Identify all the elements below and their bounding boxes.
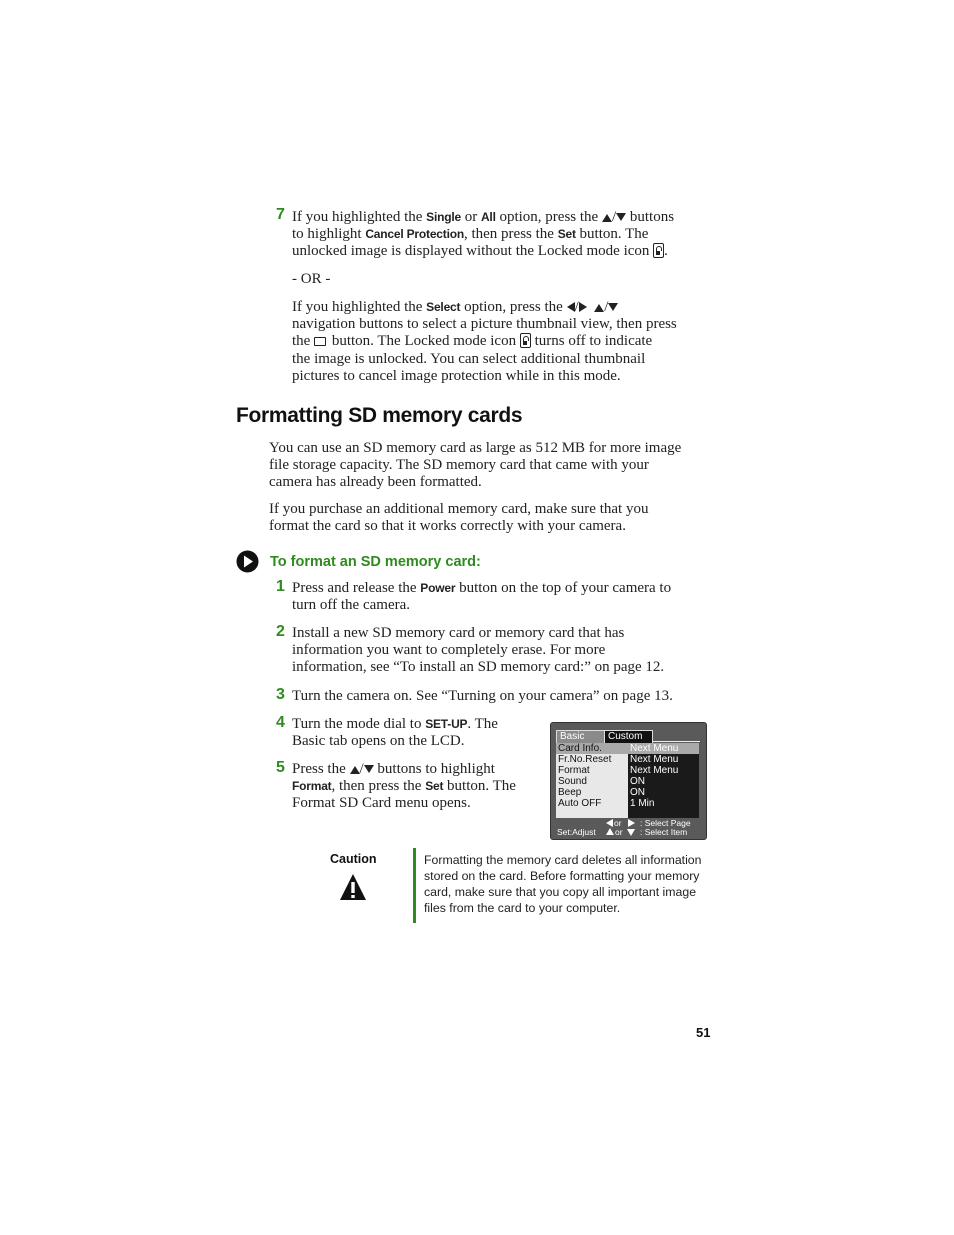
caution-text: Formatting the memory card deletes all information stored on the card. Before formatting your memory card, make sure that you copy all important image files from the card to your computer. [424,853,702,915]
lcd-footer-set-adjust: Set:Adjust [557,827,596,837]
lock-icon [653,243,664,258]
up-arrow-icon [602,214,612,222]
procedure-title: To format an SD memory card: [270,554,481,570]
up-arrow-icon [594,304,604,312]
lcd-label: Auto OFF [558,798,602,809]
select-option-text: If you highlighted the Select option, press the / / navigation buttons to select a picture thumbnail view, then press the button. The Locked mode icon turns off to indicate the image is unlocked. You can select additional thumbnail pictures to cancel image protection while in this mode. [292,299,677,384]
step-3-text: Turn the camera on. See “Turning on your camera” on page 13. [292,688,673,704]
lcd-value: 1 Min [630,798,655,809]
step-5-text: Press the / buttons to highlight Format, then press the Set button. The Format SD Card menu opens. [292,761,516,812]
lcd-footer-or: or [614,818,622,828]
down-arrow-icon [616,213,626,221]
lcd-down-arrow-icon [627,829,635,836]
lcd-left-arrow-icon [606,819,613,827]
step-number: 7 [276,206,285,223]
lcd-value: Next Menu [630,765,679,776]
lcd-label: Sound [558,776,587,787]
lcd-up-arrow-icon [606,828,614,835]
right-arrow-icon [579,302,587,312]
left-arrow-icon [567,302,575,312]
lcd-tab-custom: Custom [604,730,653,743]
caution-divider [413,848,416,923]
up-arrow-icon [350,766,360,774]
lcd-screen [550,722,707,840]
step-1-text: Press and release the Power button on the top of your camera to turn off the camera. [292,580,672,614]
lcd-right-arrow-icon [628,819,635,827]
section-heading: Formatting SD memory cards [236,404,523,427]
lcd-footer-select-item: : Select Item [640,827,688,837]
warning-icon [339,873,367,901]
thumbnail-icon [314,337,326,346]
step-number: 4 [276,714,285,731]
lcd-value: Next Menu [630,754,679,765]
step-7-text: If you highlighted the Single or All option, press the / buttons to highlight Cancel Protection, then press the Set button. The unlocked image is displayed without the Locked mode icon . [292,209,675,260]
step-number: 5 [276,759,285,776]
lcd-value: Next Menu [630,743,679,754]
lcd-label: Format [558,765,590,776]
down-arrow-icon [608,303,618,311]
lcd-footer-or: or [615,827,623,837]
lcd-footer-select-page: : Select Page [640,818,691,828]
lcd-value: ON [630,776,645,787]
step-number: 1 [276,578,285,595]
step-2-text: Install a new SD memory card or memory card that has information you want to completely erase. For more information, see “To install an SD memory card:” on page 12. [292,625,665,676]
intro-paragraph-1: You can use an SD memory card as large as 512 MB for more image file storage capacity. The SD memory card that came with your camera has already been formatted. [269,440,682,491]
intro-paragraph-2: If you purchase an additional memory card, make sure that you format the card so that it works correctly with your camera. [269,501,649,535]
lcd-tab-basic: Basic [556,730,606,743]
step-number: 2 [276,623,285,640]
page-number: 51 [696,1025,711,1040]
down-arrow-icon [364,765,374,773]
lcd-label: Beep [558,787,582,798]
step-4-text: Turn the mode dial to SET-UP. The Basic tab opens on the LCD. [292,716,498,750]
or-separator: - OR - [292,271,331,287]
caution-label: Caution [330,852,377,866]
lcd-label: Card Info. [558,743,602,754]
step-number: 3 [276,686,285,703]
lcd-label: Fr.No.Reset [558,754,612,765]
procedure-arrow-icon [236,550,259,573]
lcd-value: ON [630,787,645,798]
lock-icon [520,333,531,348]
